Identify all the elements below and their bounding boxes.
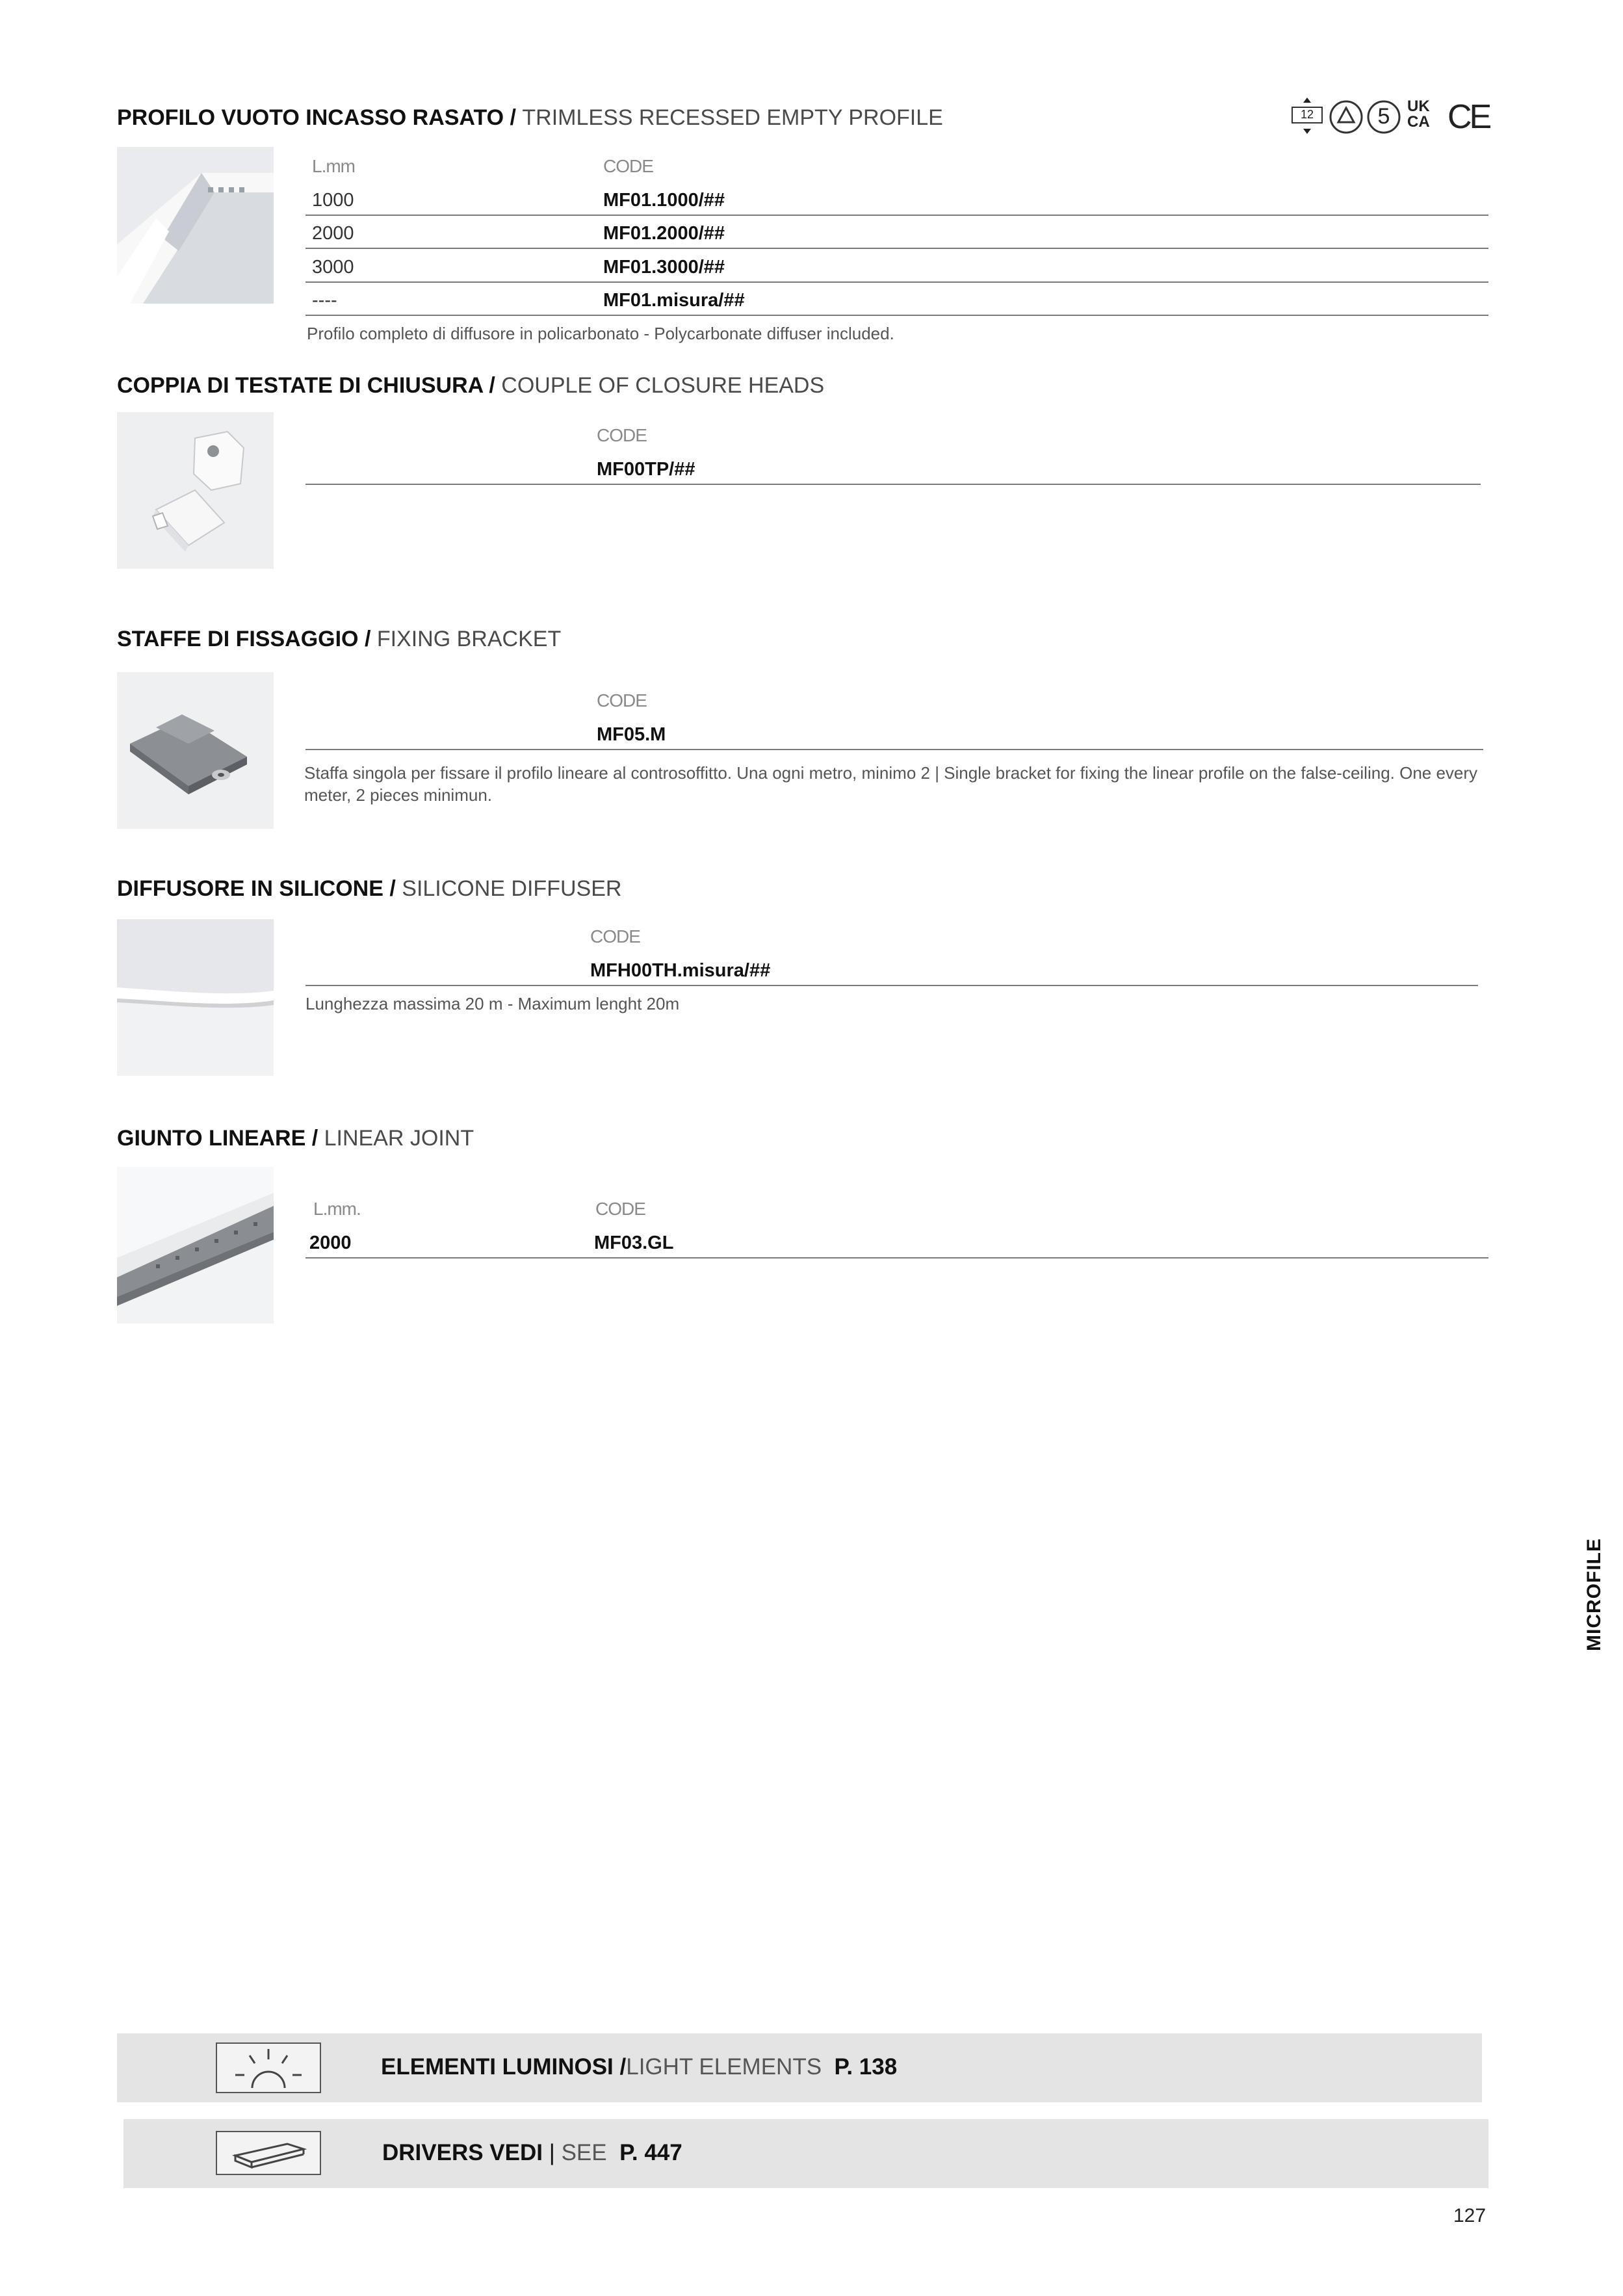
- title-en: SILICONE DIFFUSER: [402, 876, 622, 901]
- table-row-length: 1000: [312, 190, 354, 211]
- table-row-code: MF01.1000/##: [603, 190, 725, 211]
- col-header-code: CODE: [595, 1199, 645, 1219]
- linear-joint-image: [117, 1167, 274, 1324]
- title-it: DIFFUSORE IN SILICONE: [117, 876, 383, 901]
- stack-height-label: 12: [1300, 108, 1314, 121]
- section-title-heads: [117, 373, 824, 398]
- table-row-length: ----: [312, 290, 337, 311]
- code-value: MF03.GL: [594, 1233, 674, 1253]
- length-value: 2000: [309, 1233, 352, 1253]
- ukca-label: UK CA: [1407, 98, 1430, 131]
- drivers-divider: |: [549, 2140, 562, 2165]
- section-title-joint: [117, 1126, 474, 1151]
- profile-note: Profilo completo di diffusore in policarbonato - Polycarbonate diffuser included.: [307, 324, 894, 343]
- title-it: COPPIA DI TESTATE DI CHIUSURA: [117, 373, 483, 398]
- section-title-bracket: [117, 627, 561, 652]
- title-en: FIXING BRACKET: [376, 627, 562, 651]
- table-row-code: MF01.3000/##: [603, 257, 725, 278]
- col-header-length: L.mm.: [313, 1199, 361, 1219]
- row-divider: [305, 315, 1488, 316]
- title-it: STAFFE DI FISSAGGIO: [117, 627, 359, 651]
- title-it: PROFILO VUOTO INCASSO RASATO: [117, 105, 504, 130]
- diffuser-note: Lunghezza massima 20 m - Maximum lenght 20m: [305, 994, 680, 1013]
- col-header-code: CODE: [590, 926, 640, 946]
- title-separator: /: [305, 1126, 324, 1151]
- bracket-note: Staffa singola per fissare il profilo lineare al controsoffitto. Una ogni metro, minimo 2 | Single bracket for fixing the linear profile on the false-ceiling. One every meter, 2 pieces minimun.: [304, 763, 1478, 805]
- code-value: MFH00TH.misura/##: [590, 960, 771, 981]
- row-divider: [305, 281, 1488, 283]
- class-5-label: 5: [1377, 104, 1390, 129]
- ce-mark-icon: [1448, 98, 1490, 136]
- light-label-en: LIGHT ELEMENTS: [626, 2054, 822, 2080]
- side-tab-label: MICROFILE: [1583, 1538, 1605, 1651]
- drivers-label-en: SEE: [561, 2140, 607, 2165]
- silicone-diffuser-image: [117, 919, 274, 1076]
- light-elements-text: [381, 2054, 897, 2080]
- ce-label: CE: [1448, 98, 1490, 136]
- light-label-it: ELEMENTI LUMINOSI /: [381, 2054, 627, 2080]
- title-separator: /: [358, 627, 377, 651]
- title-separator: /: [482, 373, 502, 398]
- class-5-circle-icon: [1367, 100, 1401, 134]
- fixing-bracket-image: [117, 672, 274, 829]
- light-page-ref: P. 138: [834, 2054, 898, 2080]
- title-it: GIUNTO LINEARE: [117, 1126, 306, 1151]
- drivers-label-it: DRIVERS VEDI: [382, 2140, 549, 2165]
- row-divider: [305, 215, 1488, 216]
- section-title-profile: [117, 105, 943, 131]
- title-separator: /: [383, 876, 402, 901]
- row-divider: [305, 749, 1483, 750]
- stack-height-icon: [1290, 96, 1324, 135]
- drivers-page-ref: P. 447: [619, 2140, 682, 2165]
- title-en: LINEAR JOINT: [324, 1126, 474, 1151]
- table-row-code: MF01.2000/##: [603, 223, 725, 244]
- code-value: MF00TP/##: [597, 459, 695, 480]
- table-row-length: 2000: [312, 223, 354, 244]
- title-en: TRIMLESS RECESSED EMPTY PROFILE: [522, 105, 943, 130]
- row-divider: [305, 248, 1488, 249]
- closure-heads-image: [117, 412, 274, 569]
- row-divider: [305, 484, 1481, 485]
- profile-image: [117, 147, 274, 304]
- page-number: 127: [1453, 2205, 1487, 2226]
- drivers-text: [382, 2140, 682, 2166]
- table-row-length: 3000: [312, 257, 354, 278]
- row-divider: [305, 1257, 1488, 1259]
- title-separator: /: [504, 105, 523, 130]
- row-divider: [305, 985, 1478, 986]
- drivers-banner[interactable]: [123, 2119, 1488, 2188]
- recycle-triangle-icon: [1329, 100, 1363, 134]
- col-header-code: CODE: [603, 156, 653, 176]
- title-en: COUPLE OF CLOSURE HEADS: [501, 373, 825, 398]
- code-value: MF05.M: [597, 724, 666, 745]
- col-header-length: L.mm: [312, 156, 355, 176]
- certification-icons: [1290, 96, 1488, 137]
- ukca-mark-icon: [1407, 99, 1441, 134]
- light-elements-banner[interactable]: [117, 2033, 1482, 2102]
- table-row-code: MF01.misura/##: [603, 290, 745, 311]
- col-header-code: CODE: [597, 425, 647, 445]
- col-header-code: CODE: [597, 690, 647, 711]
- light-bulb-icon: [216, 2042, 321, 2093]
- driver-box-icon: [216, 2131, 321, 2175]
- section-title-diffuser: [117, 876, 621, 902]
